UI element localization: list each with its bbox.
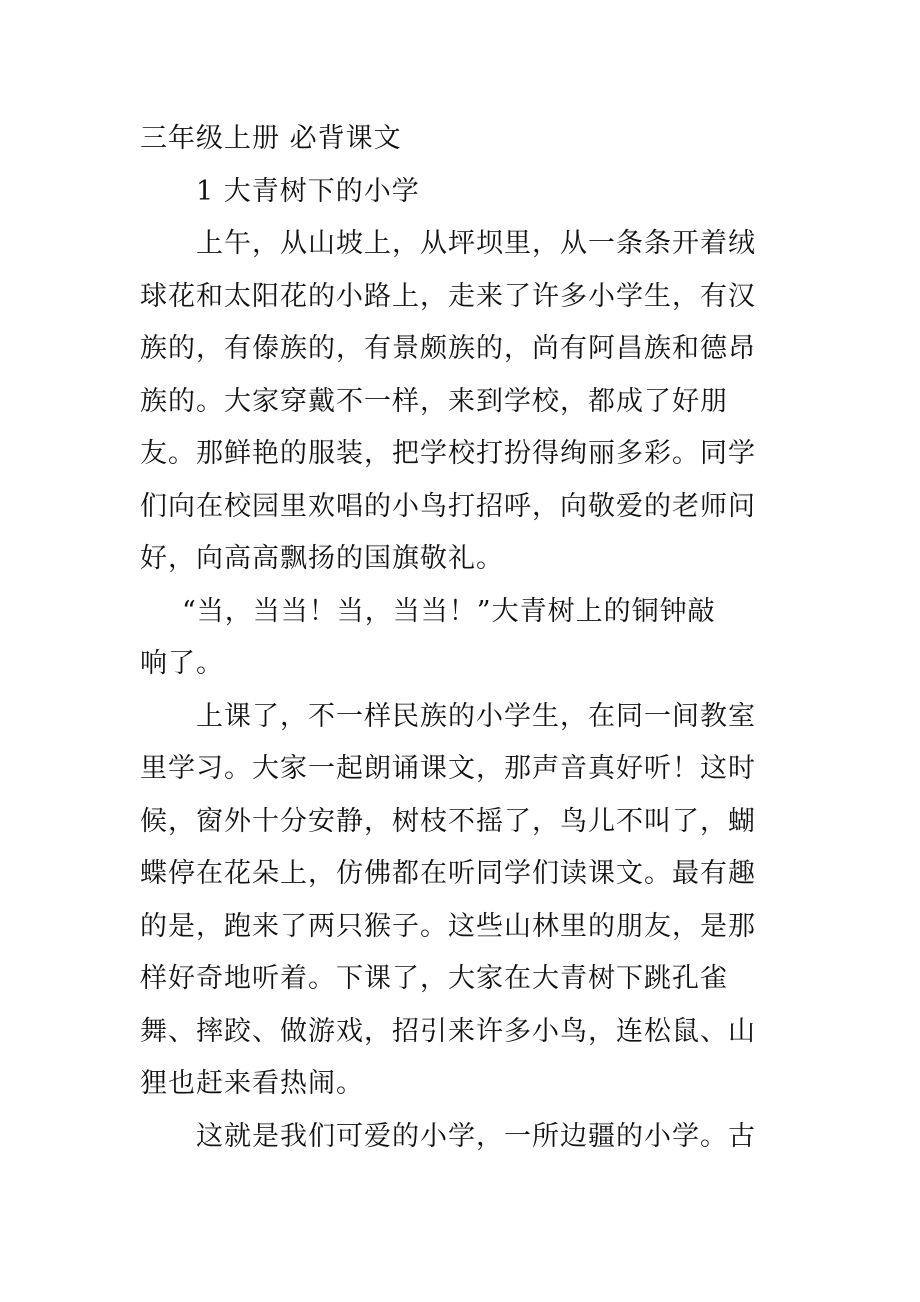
text-line: 们向在校园里欢唱的小鸟打招呼，向敬爱的老师问	[140, 490, 756, 522]
text-line: 这就是我们可爱的小学，一所边疆的小学。古	[196, 1120, 756, 1152]
lesson-title: 1 大青树下的小学	[196, 175, 420, 207]
text-line: 球花和太阳花的小路上，走来了许多小学生，有汉	[140, 280, 756, 312]
text-line: 蝶停在花朵上，仿佛都在听同学们读课文。最有趣	[140, 858, 756, 889]
text-line: 样好奇地听着。下课了，大家在大青树下跳孔雀	[140, 963, 728, 994]
text-line: 族的，有傣族的，有景颇族的，尚有阿昌族和德昂	[140, 333, 756, 364]
text-line: 上午，从山坡上，从坪坝里，从一条条开着绒	[196, 228, 756, 259]
text-line: 舞、摔跤、做游戏，招引来许多小鸟，连松鼠、山	[140, 1015, 756, 1047]
text-line: 族的。大家穿戴不一样，来到学校，都成了好朋	[140, 385, 728, 417]
text-line: 候，窗外十分安静，树枝不摇了，鸟儿不叫了，蝴	[140, 805, 756, 837]
text-line: 友。那鲜艳的服装，把学校打扮得绚丽多彩。同学	[140, 438, 756, 469]
document-header: 三年级上册 必背课文	[140, 123, 402, 154]
document-body	[140, 113, 780, 1163]
text-line: 好，向高高飘扬的国旗敬礼。	[140, 543, 504, 574]
text-line: 的是，跑来了两只猴子。这些山林里的朋友，是那	[140, 910, 756, 942]
text-line: “当，当当！当，当当！”大青树上的铜钟敲	[182, 595, 716, 627]
text-line: 里学习。大家一起朗诵课文，那声音真好听！这时	[140, 753, 756, 784]
text-line: 狸也赶来看热闹。	[140, 1068, 364, 1099]
text-line: 上课了，不一样民族的小学生，在同一间教室	[196, 700, 756, 732]
text-line: 响了。	[140, 648, 224, 679]
